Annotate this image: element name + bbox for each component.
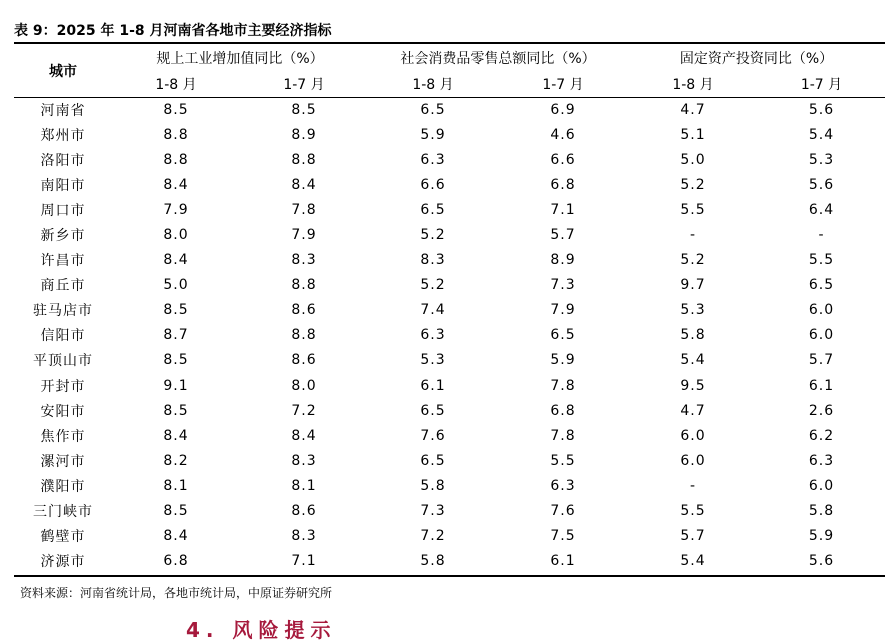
value-cell: 7.9	[550, 302, 576, 319]
value-cell: 5.0	[163, 277, 189, 294]
value-cell: 5.7	[680, 528, 706, 545]
value-cell: 8.5	[163, 302, 189, 319]
value-cell: 7.4	[420, 302, 446, 319]
value-cell: 7.3	[550, 277, 576, 294]
value-cell: 7.8	[291, 201, 317, 218]
value-cell: 7.6	[420, 427, 446, 444]
value-cell: 6.8	[163, 553, 189, 570]
value-cell: 6.3	[550, 477, 576, 494]
city-name-cell: 河南省	[40, 102, 86, 119]
city-name-cell: 安阳市	[40, 403, 86, 420]
subheader-period: 1-7 月	[542, 77, 584, 93]
value-cell: 8.1	[291, 477, 317, 494]
value-cell: -	[818, 227, 825, 244]
table-row	[14, 147, 885, 172]
table-row	[14, 524, 885, 549]
city-name-cell: 平顶山市	[33, 353, 93, 370]
table-row	[14, 172, 885, 197]
value-cell: 9.7	[680, 277, 706, 294]
table-row	[14, 398, 885, 423]
subheader-period: 1-8 月	[672, 77, 714, 93]
value-cell: 5.6	[808, 176, 835, 193]
value-cell: 8.2	[163, 452, 189, 469]
value-cell: 5.5	[550, 452, 576, 469]
value-cell: 9.5	[680, 377, 706, 394]
value-cell: 5.2	[680, 252, 706, 269]
value-cell: 8.5	[163, 352, 189, 369]
value-cell: 8.3	[291, 252, 317, 269]
table-row	[14, 197, 885, 222]
value-cell: 8.6	[291, 302, 317, 319]
city-name-cell: 漯河市	[40, 453, 86, 470]
value-cell: 8.5	[291, 101, 317, 118]
value-cell: 8.4	[163, 252, 189, 269]
value-cell: 8.4	[163, 528, 189, 545]
city-name-cell: 许昌市	[40, 253, 86, 270]
table-row	[14, 549, 885, 574]
value-cell: 6.8	[550, 402, 576, 419]
next-section-heading: 4. 风险提示	[186, 618, 337, 642]
value-cell: 8.0	[291, 377, 317, 394]
value-cell: 6.5	[420, 201, 446, 218]
subheader-period: 1-8 月	[412, 77, 454, 93]
value-cell: 8.3	[291, 452, 317, 469]
value-cell: 5.3	[680, 302, 706, 319]
value-cell: 5.2	[680, 176, 706, 193]
value-cell: 6.5	[808, 277, 835, 294]
city-name-cell: 鹤壁市	[40, 529, 86, 546]
city-name-cell: 南阳市	[40, 177, 86, 194]
city-name-cell: 驻马店市	[33, 303, 93, 320]
city-name-cell: 信阳市	[40, 328, 86, 345]
value-cell: 5.4	[680, 553, 706, 570]
value-cell: 6.1	[420, 377, 446, 394]
table-caption: 表 9：2025 年 1-8 月河南省各地市主要经济指标	[14, 23, 332, 39]
value-cell: 7.8	[550, 427, 576, 444]
subheader-period: 1-8 月	[155, 77, 197, 93]
value-cell: 7.2	[420, 528, 446, 545]
value-cell: 5.1	[680, 126, 706, 143]
city-name-cell: 周口市	[40, 202, 86, 219]
table-row	[14, 298, 885, 323]
industrial-group-header: 规上工业增加值同比（%）	[156, 50, 324, 67]
value-cell: 8.6	[291, 352, 317, 369]
value-cell: 5.3	[420, 352, 446, 369]
value-cell: 5.8	[420, 477, 446, 494]
value-cell: 5.5	[680, 503, 706, 520]
value-cell: 7.1	[291, 553, 317, 570]
value-cell: 5.6	[808, 553, 835, 570]
value-cell: 7.8	[550, 377, 576, 394]
value-cell: 7.1	[550, 201, 576, 218]
value-cell: 7.6	[550, 503, 576, 520]
value-cell: 5.8	[420, 553, 446, 570]
table-row	[14, 373, 885, 398]
city-column-header: 城市	[49, 63, 77, 80]
city-name-cell: 濮阳市	[40, 478, 86, 495]
investment-group-header: 固定资产投资同比（%）	[679, 50, 834, 67]
value-cell: 5.5	[808, 252, 835, 269]
value-cell: 5.9	[808, 528, 835, 545]
value-cell: 5.0	[680, 151, 706, 168]
value-cell: 8.7	[163, 327, 189, 344]
value-cell: 6.5	[420, 101, 446, 118]
subheader-period: 1-7 月	[800, 77, 843, 93]
value-cell: 8.9	[550, 252, 576, 269]
value-cell: 6.3	[808, 452, 835, 469]
city-name-cell: 三门峡市	[33, 504, 93, 521]
value-cell: 6.6	[420, 176, 446, 193]
value-cell: 5.9	[550, 352, 576, 369]
value-cell: 6.1	[808, 377, 835, 394]
value-cell: 6.0	[808, 477, 835, 494]
table-row	[14, 122, 885, 147]
table-row	[14, 348, 885, 373]
value-cell: 6.5	[420, 452, 446, 469]
value-cell: 5.4	[680, 352, 706, 369]
city-name-cell: 新乡市	[40, 228, 86, 245]
value-cell: 8.8	[163, 126, 189, 143]
value-cell: 8.5	[163, 402, 189, 419]
value-cell: 8.4	[291, 427, 317, 444]
value-cell: 6.3	[420, 151, 446, 168]
value-cell: 5.7	[550, 227, 576, 244]
value-cell: 6.2	[808, 427, 835, 444]
value-cell: 7.2	[291, 402, 317, 419]
city-name-cell: 济源市	[40, 554, 86, 571]
value-cell: 8.0	[163, 227, 189, 244]
value-cell: 8.8	[291, 327, 317, 344]
value-cell: 5.8	[808, 503, 835, 520]
value-cell: 8.3	[420, 252, 446, 269]
table-row	[14, 323, 885, 348]
value-cell: 5.2	[420, 277, 446, 294]
city-name-cell: 洛阳市	[40, 152, 86, 169]
table-bottom-rule	[14, 575, 885, 577]
value-cell: 7.5	[550, 528, 576, 545]
value-cell: 7.9	[163, 201, 189, 218]
value-cell: 4.6	[550, 126, 576, 143]
value-cell: 8.1	[163, 477, 189, 494]
value-cell: 4.7	[680, 402, 706, 419]
value-cell: -	[689, 227, 697, 244]
table-row	[14, 248, 885, 273]
value-cell: 5.7	[808, 352, 835, 369]
subheader-period: 1-7 月	[283, 77, 325, 93]
value-cell: 8.8	[291, 277, 317, 294]
economic-indicators-table	[14, 44, 885, 574]
value-cell: 6.3	[420, 327, 446, 344]
value-cell: 5.8	[680, 327, 706, 344]
value-cell: 7.9	[291, 227, 317, 244]
value-cell: 8.8	[163, 151, 189, 168]
value-cell: 8.5	[163, 503, 189, 520]
value-cell: -	[689, 477, 697, 494]
value-cell: 6.0	[680, 427, 706, 444]
value-cell: 8.4	[163, 176, 189, 193]
value-cell: 6.5	[420, 402, 446, 419]
value-cell: 6.0	[808, 327, 835, 344]
value-cell: 5.3	[808, 151, 835, 168]
table-row	[14, 499, 885, 524]
value-cell: 7.3	[420, 503, 446, 520]
value-cell: 5.5	[680, 201, 706, 218]
city-name-cell: 郑州市	[40, 127, 86, 144]
value-cell: 6.0	[808, 302, 835, 319]
table-row	[14, 97, 885, 122]
value-cell: 8.8	[291, 151, 317, 168]
table-row	[14, 273, 885, 298]
value-cell: 8.9	[291, 126, 317, 143]
value-cell: 8.6	[291, 503, 317, 520]
value-cell: 6.6	[550, 151, 576, 168]
value-cell: 6.5	[550, 327, 576, 344]
value-cell: 6.0	[680, 452, 706, 469]
value-cell: 8.4	[163, 427, 189, 444]
value-cell: 5.6	[808, 101, 835, 118]
value-cell: 8.3	[291, 528, 317, 545]
value-cell: 2.6	[808, 402, 835, 419]
city-name-cell: 焦作市	[40, 428, 86, 445]
table-row	[14, 448, 885, 473]
value-cell: 5.2	[420, 227, 446, 244]
value-cell: 5.9	[420, 126, 446, 143]
source-note: 资料来源：河南省统计局，各地市统计局，中原证券研究所	[20, 586, 333, 600]
retail-group-header: 社会消费品零售总额同比（%）	[400, 50, 596, 67]
value-cell: 8.5	[163, 101, 189, 118]
value-cell: 6.1	[550, 553, 576, 570]
city-name-cell: 开封市	[40, 378, 86, 395]
table-row	[14, 473, 885, 498]
value-cell: 6.4	[808, 201, 835, 218]
value-cell: 9.1	[163, 377, 189, 394]
table-row	[14, 423, 885, 448]
city-name-cell: 商丘市	[40, 278, 86, 295]
value-cell: 6.8	[550, 176, 576, 193]
table-body	[14, 97, 885, 574]
value-cell: 4.7	[680, 101, 706, 118]
value-cell: 5.4	[808, 126, 835, 143]
value-cell: 6.9	[550, 101, 576, 118]
table-row	[14, 222, 885, 247]
value-cell: 8.4	[291, 176, 317, 193]
